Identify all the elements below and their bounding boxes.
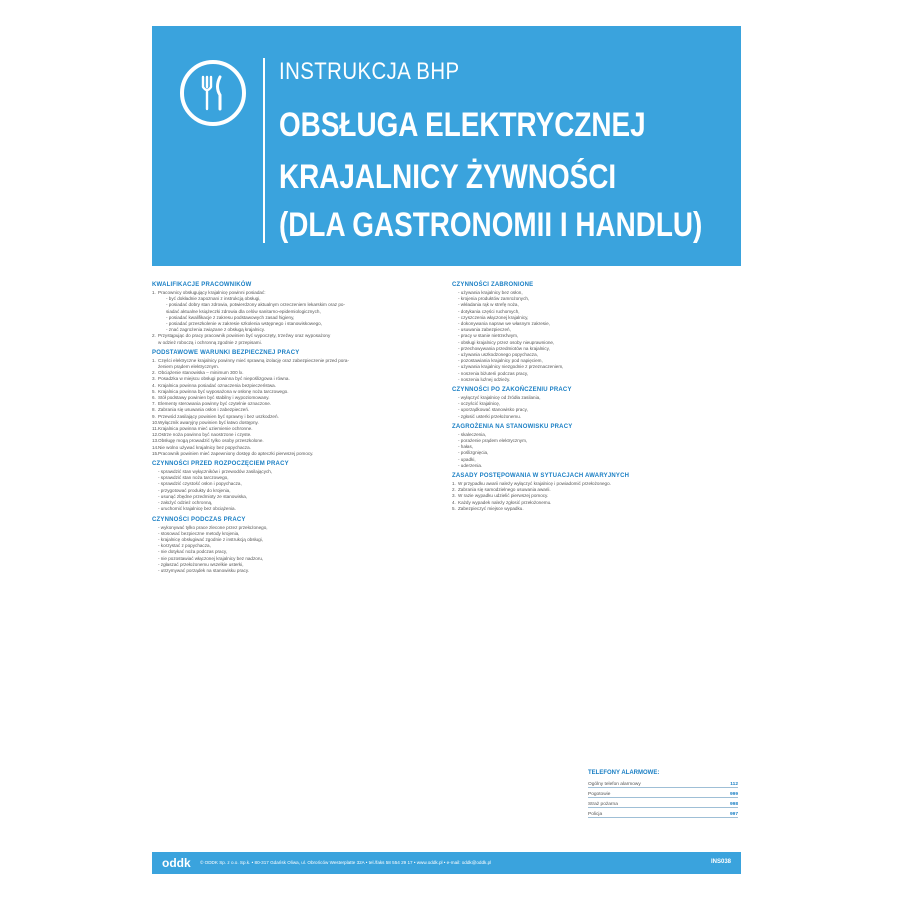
item-text: Obciążenie stanowiska – minimum 300 lx. bbox=[158, 370, 244, 376]
item-text: - posiadać kwalifikacje z zakresu podstawowych zasad higieny, bbox=[166, 314, 295, 320]
item-text: - utrzymywać porządek na stanowisku pracy. bbox=[158, 567, 250, 573]
item-text: - zgłaszać przełożonemu wszelkie usterki, bbox=[158, 561, 244, 567]
section-title: KWALIFIKACJE PRACOWNIKÓW bbox=[152, 282, 252, 288]
list-item bbox=[158, 340, 434, 346]
item-text: żeniem prądem elektrycznym. bbox=[158, 364, 220, 370]
item-text: Wyłącznik awaryjny powinien być łatwo dostępny. bbox=[158, 419, 259, 425]
item-text: Obsługę mogą prowadzić tylko osoby przeszkolone. bbox=[158, 438, 264, 444]
item-text: - dokonywania napraw we własnym zakresie, bbox=[458, 321, 550, 327]
item-text: - wkładania rąk w strefę noża, bbox=[458, 302, 519, 308]
item-text: w odzież roboczą i ochronną zgodnie z przepisami. bbox=[158, 339, 262, 345]
item-text: - czyszczenia włączonej krajalnicy, bbox=[458, 314, 529, 320]
item-text: - poślizgnięcia, bbox=[458, 450, 489, 456]
item-text: - wyłączyć krajalnicę od źródła zasilania, bbox=[458, 395, 541, 401]
item-text: Części elektryczne krajalnicy powinny mieć sprawną izolację oraz zabezpieczenie przed pora- bbox=[158, 357, 349, 363]
item-text: Ostrze noża powinno być naostrzone i czyste. bbox=[158, 432, 252, 438]
item-text: Zabrania się samodzielnego usuwania awarii. bbox=[458, 487, 551, 493]
item-text: Krajalnica powinna być wyposażona w osłonę noża tarczowego. bbox=[158, 388, 289, 394]
item-number: 2. bbox=[152, 370, 156, 376]
item-text: Stół podstawy powinien być stabilny i wypoziomowany. bbox=[158, 395, 270, 401]
item-number: 3. bbox=[152, 376, 156, 382]
item-text: - stosować bezpieczne metody krojenia, bbox=[158, 530, 240, 536]
phone-number: 112 bbox=[730, 782, 738, 787]
phone-number: 998 bbox=[729, 802, 738, 807]
section-title: CZYNNOŚCI PO ZAKOŃCZENIU PRACY bbox=[452, 387, 572, 394]
item-number: 4. bbox=[452, 499, 456, 505]
item-text: - krajalnicę obsługiwać zgodnie z instrukcją obsługi, bbox=[158, 536, 263, 542]
phone-row bbox=[588, 808, 738, 818]
right-column bbox=[452, 278, 738, 512]
item-text: - pracy w stanie nietrzeźwym, bbox=[458, 333, 519, 339]
item-text: - skaleczenia, bbox=[458, 431, 487, 437]
item-number: 5. bbox=[152, 388, 156, 394]
item-text: - być dokładnie zapoznani z instrukcją obsługi, bbox=[166, 296, 261, 302]
item-number: 13. bbox=[152, 438, 159, 444]
item-text: - wykonywać tylko prace zlecone przez przełożonego, bbox=[158, 524, 268, 530]
section-title: CZYNNOŚCI PODCZAS PRACY bbox=[152, 516, 246, 523]
phone-label: Ogólny telefon alarmowy bbox=[588, 782, 641, 787]
item-number: 2. bbox=[152, 333, 156, 339]
item-text: Przewód zasilający powinien być sprawny i bez uszkodzeń. bbox=[158, 413, 279, 419]
poster-title-line-3: (DLA GASTRONOMII I HANDLU) bbox=[279, 206, 703, 244]
item-text: Posadzka w miejscu obsługi powinna być niepoślizgowa i równa. bbox=[158, 376, 290, 382]
item-number: 14. bbox=[152, 444, 159, 450]
item-number: 15. bbox=[152, 450, 159, 456]
item-text: - krojenia produktów zamrożonych, bbox=[458, 296, 530, 302]
item-text: - usunąć zbędne przedmioty ze stanowiska, bbox=[158, 493, 248, 499]
item-text: - sprawdzić stan wyłączników i przewodów zasilających, bbox=[158, 469, 273, 475]
list-item bbox=[458, 377, 738, 383]
item-number: 2. bbox=[452, 487, 456, 493]
item-text: - zgłosić usterki przełożonemu. bbox=[458, 413, 522, 419]
section-title: ZAGROŻENIA NA STANOWISKU PRACY bbox=[452, 423, 573, 430]
item-text: Zabrania się usuwania osłon i zabezpieczeń. bbox=[158, 407, 250, 413]
item-number: 11. bbox=[152, 426, 159, 432]
list-item bbox=[158, 568, 434, 574]
phone-label: Straż pożarna bbox=[588, 802, 618, 807]
item-number: 4. bbox=[152, 382, 156, 388]
header-divider bbox=[263, 58, 265, 243]
item-number: 10. bbox=[152, 419, 159, 425]
item-number: 8. bbox=[152, 407, 156, 413]
list-item bbox=[458, 414, 738, 420]
item-text: - noszenia luźnej odzieży. bbox=[458, 376, 511, 382]
item-text: - obsługi krajalnicy przez osoby nieuprawnione, bbox=[458, 339, 555, 345]
item-text: - znać zagrożenia związane z obsługą krajalnicy. bbox=[166, 327, 265, 333]
phone-label: Pogotowie bbox=[588, 792, 611, 797]
item-number: 1. bbox=[452, 481, 456, 487]
item-number: 1. bbox=[152, 357, 156, 363]
list-item bbox=[152, 450, 434, 457]
phone-row bbox=[588, 798, 738, 808]
item-text: - posiadać dobry stan zdrowia, potwierdzony aktualnym orzeczeniem lekarskim oraz po- bbox=[166, 302, 345, 308]
item-text: - porażenie prądem elektrycznym, bbox=[458, 438, 528, 444]
item-number: 9. bbox=[152, 413, 156, 419]
item-text: W razie wypadku udzielić pierwszej pomocy. bbox=[458, 493, 549, 499]
footer-bar bbox=[152, 852, 741, 874]
list-item bbox=[452, 505, 738, 512]
item-text: Pracownicy obsługujący krajalnicę powinni posiadać: bbox=[158, 290, 266, 295]
phone-row bbox=[588, 788, 738, 798]
item-text: - używania uszkodzonego popychacza, bbox=[458, 352, 538, 358]
item-text: - przygotować produkty do krojenia, bbox=[158, 487, 231, 493]
poster-title-line-2: KRAJALNICY ŻYWNOŚCI bbox=[279, 158, 617, 196]
item-text: - sprawdzić czystość osłon i popychacza, bbox=[158, 481, 242, 487]
item-number: 6. bbox=[152, 395, 156, 401]
item-text: - upadki, bbox=[458, 456, 476, 462]
item-text: Krajalnica powinna mieć uziemienie ochronne. bbox=[158, 426, 253, 432]
item-text: - przechowywania przedmiotów na krajalnicy, bbox=[458, 345, 550, 351]
item-number: 7. bbox=[152, 401, 156, 407]
item-text: - używania krajalnicy bez osłon, bbox=[458, 290, 523, 295]
item-text: - nie dotykać noża podczas pracy, bbox=[158, 549, 228, 555]
item-number: 1. bbox=[152, 290, 156, 295]
list-item bbox=[158, 506, 434, 512]
section-title: ZASADY POSTĘPOWANIA W SYTUACJACH AWARYJNYCH bbox=[452, 473, 630, 480]
item-text: Każdy wypadek należy zgłosić przełożonemu. bbox=[458, 499, 552, 505]
item-text: Nie wolno używać krajalnicy bez popychacza. bbox=[158, 444, 251, 450]
left-column bbox=[152, 278, 434, 574]
item-text: Przystąpując do pracy pracownik powinien być wypoczęty, trzeźwy oraz wyposażony bbox=[158, 333, 331, 339]
item-text: - hałas, bbox=[458, 444, 474, 450]
item-text: - pozostawiania krajalnicy pod napięciem, bbox=[458, 358, 543, 364]
item-text: - założyć odzież ochronną, bbox=[158, 500, 213, 506]
item-text: Pracownik powinien mieć zapewniony dostęp do apteczki pierwszej pomocy. bbox=[158, 450, 314, 456]
item-text: - noszenia biżuterii podczas pracy, bbox=[458, 370, 529, 376]
oddk-logo: oddk bbox=[162, 856, 191, 870]
item-text: - oczyścić krajalnicę, bbox=[458, 401, 501, 407]
item-number: 12. bbox=[152, 432, 159, 438]
document-code: INS038 bbox=[710, 859, 731, 865]
footer-address: © ODDK Sp. z o.o. Sp.k. • 80-317 Gdańsk Oliwa, ul. Obrońców Westerplatte 32A • tel./faks 58 554 29 17 • www.oddk.pl • e-mail: oddk@oddk.pl bbox=[200, 860, 492, 865]
phone-label: Policja bbox=[588, 812, 603, 817]
item-text: - sprawdzić stan noża tarczowego, bbox=[158, 475, 229, 481]
phone-number: 999 bbox=[729, 792, 738, 797]
item-text: W przypadku awarii należy wyłączyć krajalnicę i powiadomić przełożonego. bbox=[458, 481, 611, 487]
item-text: - posiadać przeszkolenie w zakresie szkolenia wstępnego i stanowiskowego, bbox=[166, 321, 323, 327]
poster-subtitle: INSTRUKCJA BHP bbox=[279, 58, 460, 85]
item-text: siadać aktualne książeczki zdrowia dla celów sanitarno-epidemiologicznych, bbox=[166, 308, 321, 314]
poster-title-line-1: OBSŁUGA ELEKTRYCZNEJ bbox=[279, 106, 646, 144]
item-text: - uruchomić krajalnicę bez obciążenia. bbox=[158, 506, 236, 512]
item-number: 5. bbox=[452, 505, 456, 511]
phones-title: TELEFONY ALARMOWE: bbox=[588, 770, 660, 776]
phone-row bbox=[588, 778, 738, 788]
item-text: - uderzenia. bbox=[458, 462, 483, 468]
item-text: - korzystać z popychacza, bbox=[158, 543, 211, 549]
item-text: - dotykania części ruchomych, bbox=[458, 308, 520, 314]
section-title: CZYNNOŚCI PRZED ROZPOCZĘCIEM PRACY bbox=[152, 461, 289, 468]
item-text: Krajalnica powinna posiadać oznaczenia bezpieczeństwa. bbox=[158, 382, 276, 388]
header-banner bbox=[152, 26, 741, 266]
fork-knife-icon bbox=[180, 60, 246, 126]
item-text: - nie pozostawiać włączonej krajalnicy bez nadzoru, bbox=[158, 555, 264, 561]
list-item bbox=[458, 463, 738, 469]
item-text: - używania krajalnicy niezgodnie z przeznaczeniem, bbox=[458, 364, 564, 370]
item-text: Zabezpieczyć miejsce wypadku. bbox=[458, 505, 524, 511]
emergency-phones bbox=[588, 770, 738, 818]
item-text: - usuwania zabezpieczeń, bbox=[458, 327, 511, 333]
item-text: - uporządkować stanowisko pracy, bbox=[458, 407, 528, 413]
bhp-poster bbox=[152, 26, 741, 876]
item-text: Elementy sterowania powinny być czytelnie oznaczone. bbox=[158, 401, 272, 407]
item-number: 3. bbox=[452, 493, 456, 499]
section-title: CZYNNOŚCI ZABRONIONE bbox=[452, 282, 534, 288]
phone-number: 997 bbox=[729, 812, 738, 817]
section-title: PODSTAWOWE WARUNKI BEZPIECZNEJ PRACY bbox=[152, 349, 300, 356]
